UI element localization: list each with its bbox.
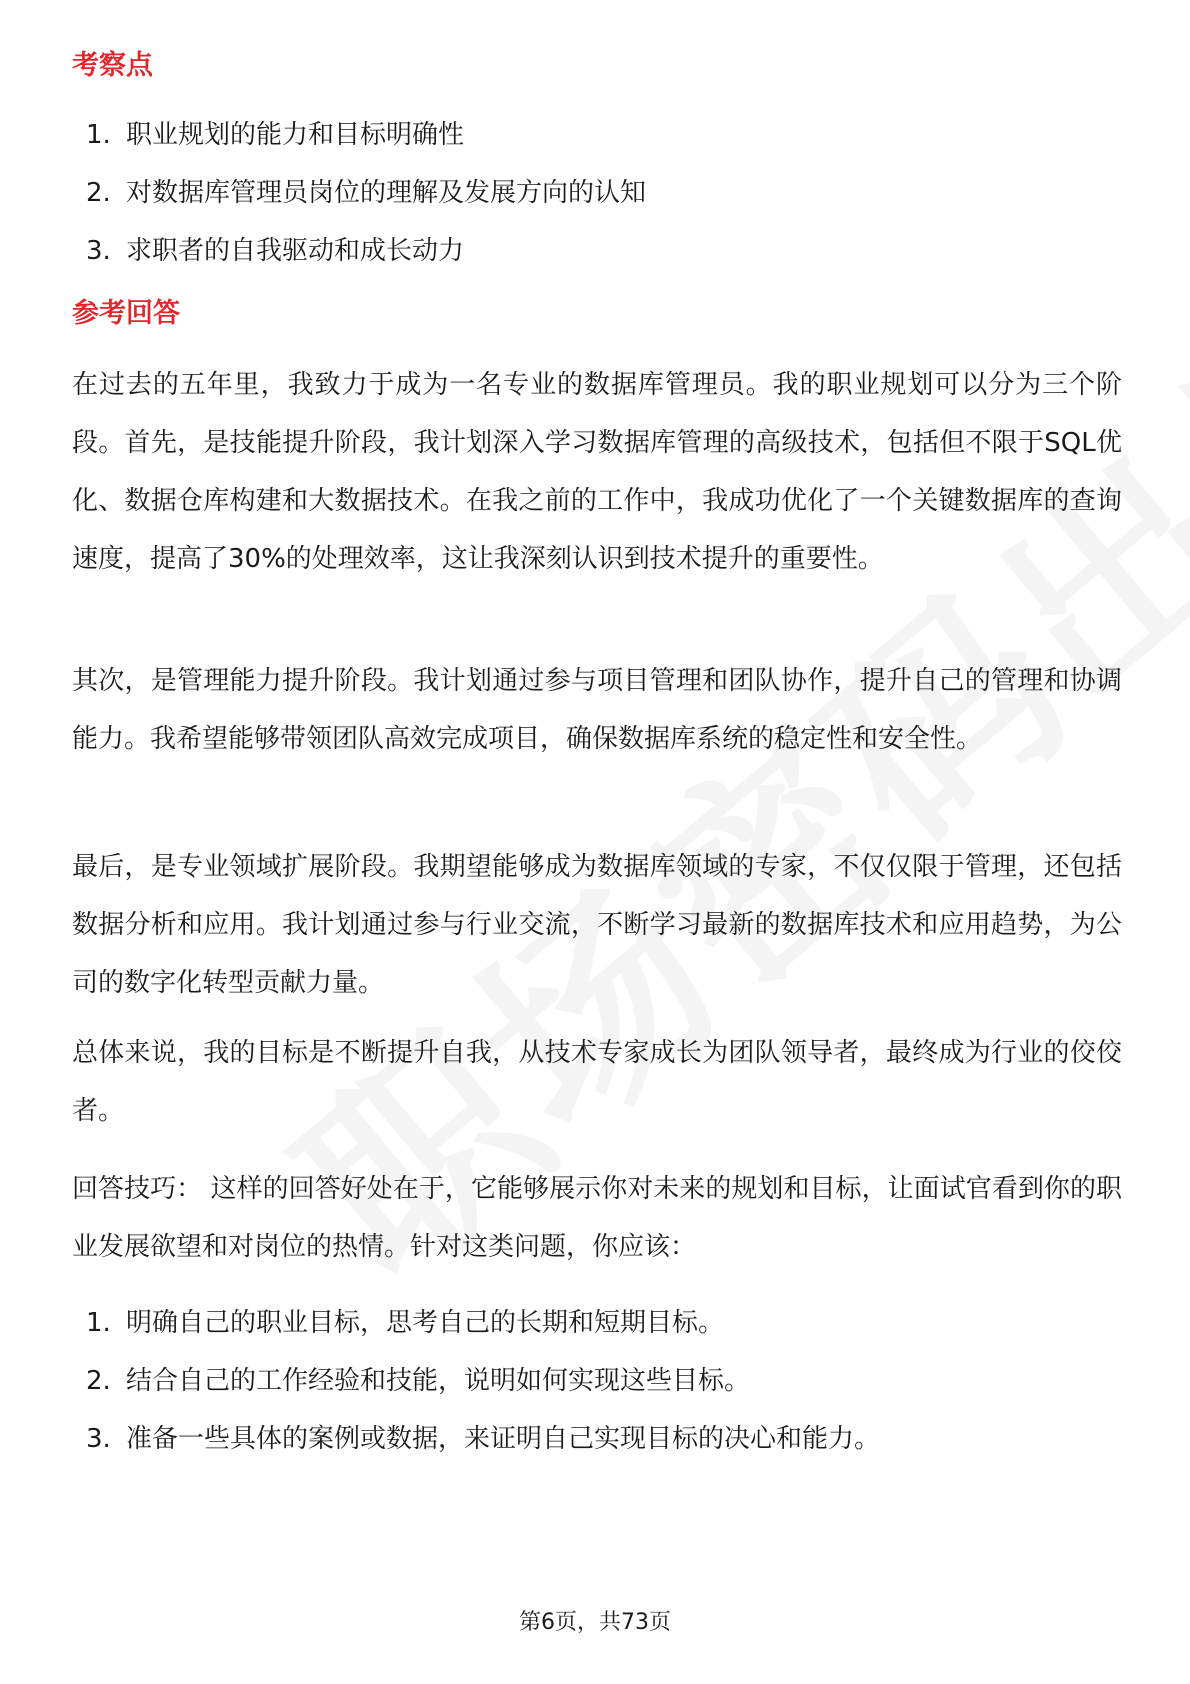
list-number: 2. [86,1366,111,1396]
list-number: 3. [86,1424,111,1454]
list-number: 3. [86,236,111,266]
answer-paragraph-2: 其次，是管理能力提升阶段。我计划通过参与项目管理和团队协作，提升自己的管理和协调能力。我希望能够带领团队高效完成项目，确保数据库系统的稳定性和安全性。 [72,666,1122,754]
section-heading-reference-answer: 参考回答 [72,298,180,329]
answer-paragraph-1: 在过去的五年里，我致力于成为一名专业的数据库管理员。我的职业规划可以分为三个阶段。首先，是技能提升阶段，我计划深入学习数据库管理的高级技术，包括但不限于SQL优化、数据仓库构建和大数据技术。在我之前的工作中，我成功优化了一个关键数据库的查询速度，提高了30%的处理效率，这让我深刻认识到技术提升的重要性。 [72,370,1122,574]
list-text: 结合自己的工作经验和技能，说明如何实现这些目标。 [126,1366,751,1396]
answer-paragraph-3: 最后，是专业领域扩展阶段。我期望能够成为数据库领域的专家，不仅仅限于管理，还包括数据分析和应用。我计划通过参与行业交流，不断学习最新的数据库技术和应用趋势，为公司的数字化转型贡献力量。 [72,852,1122,998]
list-text: 职业规划的能力和目标明确性 [126,120,465,150]
list-item [72,174,1122,232]
list-text: 明确自己的职业目标，思考自己的长期和短期目标。 [126,1308,725,1338]
section-heading-key-points: 考察点 [72,50,153,81]
page-footer: 第6页，共73页 [519,1610,671,1635]
answer-tips-intro: 回答技巧： 这样的回答好处在于，它能够展示你对未来的规划和目标，让面试官看到你的职业发展欲望和对岗位的热情。针对这类问题，你应该： [72,1174,1122,1262]
list-item [72,116,1122,174]
answer-tips-list [72,1304,1122,1478]
list-number: 2. [86,178,111,208]
answer-paragraph-4: 总体来说，我的目标是不断提升自我，从技术专家成长为团队领导者，最终成为行业的佼佼者。 [72,1038,1122,1126]
list-text: 求职者的自我驱动和成长动力 [126,236,465,266]
list-item [72,1362,1122,1420]
list-item [72,1420,1122,1478]
list-number: 1. [86,1308,111,1338]
list-number: 1. [86,120,111,150]
key-points-list [72,116,1122,290]
list-text: 准备一些具体的案例或数据，来证明自己实现目标的决心和能力。 [126,1424,881,1454]
list-item [72,1304,1122,1362]
list-text: 对数据库管理员岗位的理解及发展方向的认知 [126,178,647,208]
list-item [72,232,1122,290]
